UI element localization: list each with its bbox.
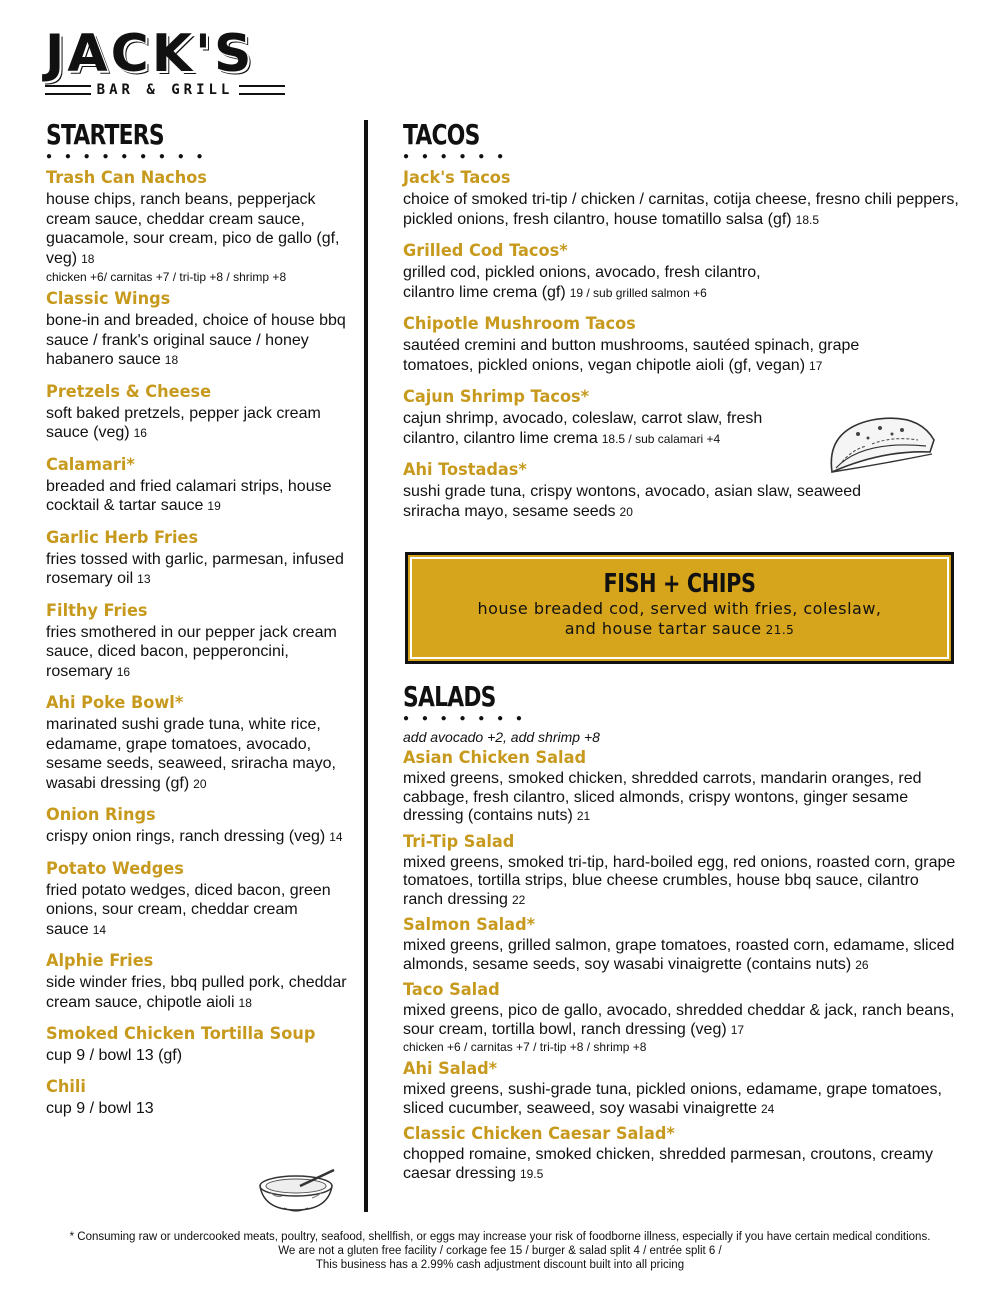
menu-item bbox=[403, 830, 963, 910]
item-price: 19 / sub grilled salmon +6 bbox=[569, 285, 707, 300]
menu-item bbox=[403, 913, 963, 974]
item-name: Chipotle Mushroom Tacos bbox=[403, 314, 636, 334]
fish-price: 21.5 bbox=[765, 623, 795, 637]
item-desc: mixed greens, smoked tri-tip, hard-boiled egg, red onions, roasted corn, grape tomatoes, tortilla strips, blue cheese crumbles, house bbq sauce, cilantro ranch dressing 22 bbox=[403, 853, 956, 908]
item-name: Smoked Chicken Tortilla Soup bbox=[46, 1024, 316, 1044]
menu-item bbox=[46, 287, 356, 371]
item-desc: sautéed cremini and button mushrooms, sautéed spinach, grape tomatoes, pickled onions, vegan chipotle aioli (gf, vegan) 17 bbox=[403, 337, 860, 374]
footer bbox=[0, 1230, 1000, 1272]
item-price: 14 bbox=[329, 830, 343, 844]
logo-sub-row bbox=[45, 82, 285, 98]
menu-item bbox=[403, 978, 963, 1055]
column-divider bbox=[364, 120, 368, 1212]
fish-desc-line1: house breaded cod, served with fries, coleslaw, bbox=[477, 599, 882, 618]
item-name: Cajun Shrimp Tacos* bbox=[403, 387, 590, 407]
item-name: Tri-Tip Salad bbox=[403, 831, 515, 852]
item-price: 19.5 bbox=[519, 1166, 544, 1181]
item-price: 16 bbox=[116, 664, 131, 679]
salads-title: SALADS bbox=[403, 680, 496, 713]
fish-title: FISH + CHIPS bbox=[603, 569, 756, 599]
item-addons: chicken +6/ carnitas +7 / tri-tip +8 / shrimp +8 bbox=[46, 270, 287, 284]
item-desc: mixed greens, smoked chicken, shredded carrots, mandarin oranges, red cabbage, fresh cilantro, sliced almonds, crispy wontons, ginger sesame dressing (contains nuts) 21 bbox=[403, 770, 922, 824]
item-desc: house chips, ranch beans, pepperjack cream sauce, cheddar cream sauce, guacamole, sour cream, pico de gallo (gf, veg) 18 bbox=[46, 191, 340, 267]
item-desc: side winder fries, bbq pulled pork, cheddar cream sauce, chipotle aioli 18 bbox=[46, 974, 347, 1011]
menu-item bbox=[403, 312, 903, 376]
item-name: Classic Wings bbox=[46, 289, 171, 309]
menu-item bbox=[403, 166, 963, 230]
item-desc: mixed greens, pico de gallo, avocado, shredded cheddar & jack, ranch beans, sour cream, tortilla bowl, ranch dressing (veg) 17 bbox=[403, 1002, 955, 1038]
item-desc: cup 9 / bowl 13 bbox=[46, 1099, 154, 1117]
item-desc: soft baked pretzels, pepper jack cream sauce (veg) 16 bbox=[46, 404, 321, 441]
menu-item bbox=[403, 746, 963, 826]
menu-item bbox=[46, 453, 356, 517]
item-price: 18 bbox=[81, 251, 95, 266]
menu-item bbox=[46, 166, 356, 285]
item-price: 18.5 bbox=[795, 212, 819, 227]
menu-item bbox=[46, 1075, 356, 1119]
item-name: Salmon Salad* bbox=[403, 915, 536, 935]
item-name: Taco Salad bbox=[403, 980, 500, 1000]
logo-name: JACK'S bbox=[45, 24, 255, 84]
item-name: Classic Chicken Caesar Salad* bbox=[403, 1124, 675, 1144]
item-desc: chopped romaine, smoked chicken, shredded parmesan, croutons, creamy caesar dressing 19.5 bbox=[403, 1146, 934, 1182]
item-desc: fried potato wedges, diced bacon, green onions, sour cream, cheddar cream sauce 14 bbox=[46, 881, 331, 938]
item-price: 18 bbox=[238, 995, 252, 1010]
item-name: Ahi Salad* bbox=[403, 1059, 498, 1079]
footer-disclaimer: * Consuming raw or undercooked meats, poultry, seafood, shellfish, or eggs may increase your risk of foodborne illness, especially if you have certain medical conditions. bbox=[69, 1231, 931, 1243]
item-name: Alphie Fries bbox=[46, 951, 154, 971]
menu-item bbox=[403, 239, 803, 303]
item-price: 18 bbox=[164, 353, 179, 367]
item-name: Grilled Cod Tacos* bbox=[403, 241, 568, 261]
item-name: Calamari* bbox=[46, 454, 135, 475]
menu-item bbox=[403, 1122, 963, 1183]
item-price: 14 bbox=[92, 922, 107, 937]
item-name: Trash Can Nachos bbox=[46, 168, 207, 188]
menu-item bbox=[46, 691, 356, 794]
item-name: Jack's Tacos bbox=[403, 168, 511, 188]
item-desc: mixed greens, grilled salmon, grape tomatoes, roasted corn, edamame, sliced almonds, sesame seeds, soy wasabi vinaigrette (contains nuts) 26 bbox=[403, 937, 955, 973]
logo-subtitle: BAR & GRILL bbox=[96, 82, 234, 98]
item-name: Pretzels & Cheese bbox=[46, 381, 212, 402]
logo-rule-right bbox=[239, 85, 285, 95]
tacos-title: TACOS bbox=[403, 118, 480, 151]
item-price: 19 bbox=[207, 499, 221, 513]
fish-chips-box bbox=[405, 552, 954, 664]
logo bbox=[45, 26, 285, 106]
item-price: 21 bbox=[576, 809, 591, 823]
item-desc: choice of smoked tri-tip / chicken / carnitas, cotija cheese, fresno chili peppers, pickled onions, fresh cilantro, house tomatillo salsa (gf) 18.5 bbox=[403, 191, 959, 228]
footer-cash-discount: This business has a 2.99% cash adjustment discount built into all pricing bbox=[315, 1259, 685, 1271]
item-desc: sushi grade tuna, crispy wontons, avocado, asian slaw, seaweed sriracha mayo, sesame seeds 20 bbox=[403, 483, 862, 520]
menu-item bbox=[403, 385, 803, 449]
item-name: Onion Rings bbox=[46, 805, 156, 825]
item-name: Chili bbox=[46, 1076, 86, 1097]
item-price: 16 bbox=[133, 426, 147, 440]
item-name: Asian Chicken Salad bbox=[403, 748, 587, 768]
item-price: 20 bbox=[619, 504, 633, 519]
item-price: 26 bbox=[855, 957, 869, 972]
starters-title: STARTERS bbox=[46, 118, 164, 151]
menu-item bbox=[46, 949, 356, 1013]
salads-note: add avocado +2, add shrimp +8 bbox=[403, 729, 600, 745]
footer-policies: We are not a gluten free facility / corkage fee 15 / burger & salad split 4 / entrée split 6 / bbox=[278, 1245, 722, 1257]
item-name: Garlic Herb Fries bbox=[46, 527, 199, 548]
starters-section bbox=[46, 118, 356, 1118]
item-desc: bone-in and breaded, choice of house bbq sauce / frank's original sauce / honey habanero sauce 18 bbox=[46, 312, 346, 368]
menu-item bbox=[46, 380, 356, 444]
item-price: 20 bbox=[193, 776, 207, 791]
salads-dots: ● ● ● ● ● ● ● bbox=[403, 713, 527, 724]
taco-icon bbox=[822, 410, 940, 482]
item-name: Ahi Tostadas* bbox=[403, 460, 527, 480]
item-desc: crispy onion rings, ranch dressing (veg) 14 bbox=[46, 828, 343, 845]
item-desc: mixed greens, sushi-grade tuna, pickled onions, edamame, grape tomatoes, sliced cucumber, seaweed, soy wasabi vinaigrette 24 bbox=[403, 1081, 942, 1117]
item-name: Ahi Poke Bowl* bbox=[46, 693, 184, 713]
menu-item bbox=[403, 1057, 963, 1118]
soup-bowl-icon bbox=[256, 1166, 342, 1214]
item-price: 24 bbox=[760, 1101, 775, 1116]
item-name: Potato Wedges bbox=[46, 858, 184, 879]
menu-item bbox=[46, 857, 356, 941]
item-name: Filthy Fries bbox=[46, 600, 148, 621]
item-price: 17 bbox=[809, 358, 823, 373]
logo-rule-left bbox=[45, 85, 91, 95]
menu-item bbox=[46, 1022, 356, 1066]
salads-section bbox=[403, 680, 963, 1183]
menu-item bbox=[46, 599, 356, 683]
item-price: 18.5 / sub calamari +4 bbox=[601, 431, 721, 446]
item-desc: fries smothered in our pepper jack cream sauce, diced bacon, pepperoncini, rosemary 16 bbox=[46, 623, 337, 680]
item-price: 13 bbox=[137, 572, 151, 586]
menu-item bbox=[46, 526, 356, 590]
item-desc: cup 9 / bowl 13 (gf) bbox=[46, 1047, 183, 1064]
tacos-dots: ● ● ● ● ● ● bbox=[403, 151, 509, 162]
item-price: 17 bbox=[730, 1022, 745, 1037]
item-addons: chicken +6 / carnitas +7 / tri-tip +8 / shrimp +8 bbox=[403, 1040, 647, 1054]
item-desc: fries tossed with garlic, parmesan, infused rosemary oil 13 bbox=[46, 550, 344, 587]
item-desc: marinated sushi grade tuna, white rice, edamame, grape tomatoes, avocado, sesame seeds, seaweed, sriracha mayo, wasabi dressing (gf) 20 bbox=[46, 716, 336, 792]
menu-item bbox=[46, 803, 356, 848]
item-desc: cajun shrimp, avocado, coleslaw, carrot slaw, fresh cilantro, cilantro lime crema 18.5 / sub calamari +4 bbox=[403, 410, 763, 447]
item-price: 22 bbox=[511, 892, 526, 907]
starters-dots: ● ● ● ● ● ● ● ● ● bbox=[46, 151, 208, 162]
item-desc: breaded and fried calamari strips, house cocktail & tartar sauce 19 bbox=[46, 477, 332, 514]
item-desc: grilled cod, pickled onions, avocado, fresh cilantro, cilantro lime crema (gf) 19 / sub grilled salmon +6 bbox=[403, 264, 761, 301]
fish-desc-line2: and house tartar sauce 21.5 bbox=[564, 619, 795, 638]
